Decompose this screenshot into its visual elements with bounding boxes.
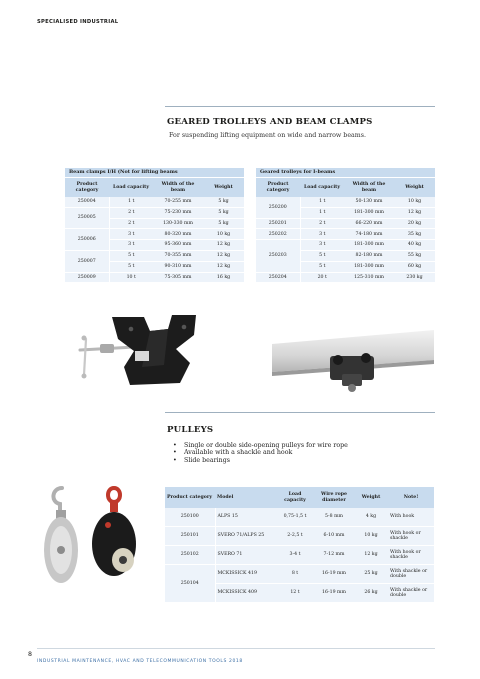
col-header: Note! xyxy=(388,487,434,508)
cell: 3-4 t xyxy=(276,546,314,565)
cell: 16 kg xyxy=(203,272,244,283)
cell: 3 t xyxy=(109,240,153,251)
geared-trolley-image xyxy=(272,330,434,398)
table-row xyxy=(256,218,435,229)
cell: 12 kg xyxy=(354,546,388,565)
section-label: SPECIALISED INDUSTRIAL xyxy=(37,19,119,25)
cell: 2 t xyxy=(109,218,153,229)
cell: 20 kg xyxy=(394,218,435,229)
col-header: Load capacity xyxy=(276,487,314,508)
pulleys-image xyxy=(38,480,153,600)
list-item: • Single or double side-opening pulleys for wire rope xyxy=(173,442,348,449)
cell: 250007 xyxy=(65,250,109,272)
cell: 3 t xyxy=(109,229,153,240)
cell: 26 kg xyxy=(354,584,388,603)
cell: 10 t xyxy=(109,272,153,283)
cell: MCKISSICK 419 xyxy=(215,565,276,584)
cell: 16-19 mm xyxy=(314,565,354,584)
col-header: Product category xyxy=(165,487,215,508)
table-row xyxy=(256,197,435,207)
cell: 8 t xyxy=(276,565,314,584)
col-header: Wire rope diameter xyxy=(314,487,354,508)
cell: 82-180 mm xyxy=(344,250,394,261)
pulleys-table xyxy=(165,487,434,603)
cell: 250100 xyxy=(165,508,215,527)
cell: 70-355 mm xyxy=(153,250,203,261)
table-row xyxy=(65,229,244,240)
cell: 50-130 mm xyxy=(344,197,394,207)
col-header: Load capacity xyxy=(300,178,344,198)
col-header: Width of the beam xyxy=(153,178,203,198)
cell: 250203 xyxy=(256,240,300,272)
cell: With hook or shackle xyxy=(388,546,434,565)
col-header: Weight xyxy=(203,178,244,198)
cell: 3 t xyxy=(300,240,344,251)
cell: 6-10 mm xyxy=(314,527,354,546)
page-number: 8 xyxy=(28,651,33,658)
cell: 250005 xyxy=(65,207,109,229)
cell: 0,75-1,5 t xyxy=(276,508,314,527)
pulleys-title: PULLEYS xyxy=(167,425,214,435)
cell: 55 kg xyxy=(394,250,435,261)
table-row xyxy=(256,229,435,240)
cell: 10 kg xyxy=(354,527,388,546)
cell: 250009 xyxy=(65,272,109,283)
cell: 5 kg xyxy=(203,218,244,229)
trolleys-title: GEARED TROLLEYS AND BEAM CLAMPS xyxy=(167,117,373,127)
table-row xyxy=(256,240,435,251)
cell: MCKISSICK 409 xyxy=(215,584,276,603)
cell: 2 t xyxy=(300,218,344,229)
cell: 66-220 mm xyxy=(344,218,394,229)
col-header: Weight xyxy=(354,487,388,508)
table-row xyxy=(65,250,244,261)
cell: 5 t xyxy=(300,261,344,272)
list-item: • Available with a shackle and hook xyxy=(173,449,348,456)
cell: 80-320 mm xyxy=(153,229,203,240)
cell: 5 kg xyxy=(203,207,244,218)
cell: 12 kg xyxy=(394,207,435,218)
cell: 250006 xyxy=(65,229,109,251)
footer-divider xyxy=(37,648,435,649)
cell: SVERO 71/ALPS 25 xyxy=(215,527,276,546)
cell: 10 kg xyxy=(203,229,244,240)
cell: 12 t xyxy=(276,584,314,603)
cell: 250202 xyxy=(256,229,300,240)
cell: 12 kg xyxy=(203,250,244,261)
col-header: Weight xyxy=(394,178,435,198)
beam-clamps-caption: Beam clamps I/H (Not for lifting beams xyxy=(65,168,244,178)
cell: 5-8 mm xyxy=(314,508,354,527)
cell: 12 kg xyxy=(203,240,244,251)
geared-trolleys-table xyxy=(256,168,435,283)
cell: 250104 xyxy=(165,565,215,603)
pulleys-features xyxy=(173,442,348,464)
cell: 125-310 mm xyxy=(344,272,394,283)
cell: 1 t xyxy=(300,197,344,207)
trolleys-subtitle: For suspending lifting equipment on wide and narrow beams. xyxy=(169,132,367,139)
cell: 75-230 mm xyxy=(153,207,203,218)
cell: 10 kg xyxy=(394,197,435,207)
cell: 5 t xyxy=(109,261,153,272)
list-item: • Slide bearings xyxy=(173,457,348,464)
col-header: Width of the beam xyxy=(344,178,394,198)
table-row xyxy=(165,565,434,584)
col-header: Load capacity xyxy=(109,178,153,198)
cell: 70-255 mm xyxy=(153,197,203,207)
cell: 5 t xyxy=(109,250,153,261)
footer-text: INDUSTRIAL MAINTENANCE, HVAC AND TELECOMMUNICATION TOOLS 2018 xyxy=(37,659,243,664)
table-row xyxy=(65,272,244,283)
table-row xyxy=(256,272,435,283)
cell: 250204 xyxy=(256,272,300,283)
cell: 74-180 mm xyxy=(344,229,394,240)
cell: 20 t xyxy=(300,272,344,283)
cell: 60 kg xyxy=(394,261,435,272)
cell: 2-2,5 t xyxy=(276,527,314,546)
cell: With hook xyxy=(388,508,434,527)
cell: 130-330 mm xyxy=(153,218,203,229)
cell: 250102 xyxy=(165,546,215,565)
cell: 12 kg xyxy=(203,261,244,272)
cell: 181-300 mm xyxy=(344,261,394,272)
cell: 250200 xyxy=(256,197,300,218)
cell: 75-305 mm xyxy=(153,272,203,283)
cell: 250004 xyxy=(65,197,109,207)
cell: 35 kg xyxy=(394,229,435,240)
col-header: Model xyxy=(215,487,276,508)
cell: With shackle or double xyxy=(388,584,434,603)
col-header: Product category xyxy=(256,178,300,198)
table-row xyxy=(165,546,434,565)
cell: 250101 xyxy=(165,527,215,546)
table-row xyxy=(65,197,244,207)
cell: 40 kg xyxy=(394,240,435,251)
cell: 5 t xyxy=(300,250,344,261)
middle-divider xyxy=(165,412,435,413)
beam-clamps-table xyxy=(65,168,244,283)
beam-clamp-image xyxy=(72,305,207,395)
cell: 181-300 mm xyxy=(344,207,394,218)
cell: 90-310 mm xyxy=(153,261,203,272)
cell: ALPS 15 xyxy=(215,508,276,527)
cell: 5 kg xyxy=(203,197,244,207)
top-divider xyxy=(165,106,435,107)
cell: 4 kg xyxy=(354,508,388,527)
cell: With shackle or double xyxy=(388,565,434,584)
cell: 2 t xyxy=(109,207,153,218)
cell: 1 t xyxy=(109,197,153,207)
cell: 230 kg xyxy=(394,272,435,283)
cell: 16-19 mm xyxy=(314,584,354,603)
cell: 25 kg xyxy=(354,565,388,584)
table-row xyxy=(65,207,244,218)
cell: 3 t xyxy=(300,229,344,240)
cell: 250201 xyxy=(256,218,300,229)
cell: SVERO 71 xyxy=(215,546,276,565)
cell: 7-12 mm xyxy=(314,546,354,565)
table-row xyxy=(165,508,434,527)
cell: 95-360 mm xyxy=(153,240,203,251)
cell: 181-300 mm xyxy=(344,240,394,251)
cell: With hook or shackle xyxy=(388,527,434,546)
geared-trolleys-caption: Geared trolleys for I-beams xyxy=(256,168,435,178)
col-header: Product category xyxy=(65,178,109,198)
cell: 1 t xyxy=(300,207,344,218)
table-row xyxy=(165,527,434,546)
